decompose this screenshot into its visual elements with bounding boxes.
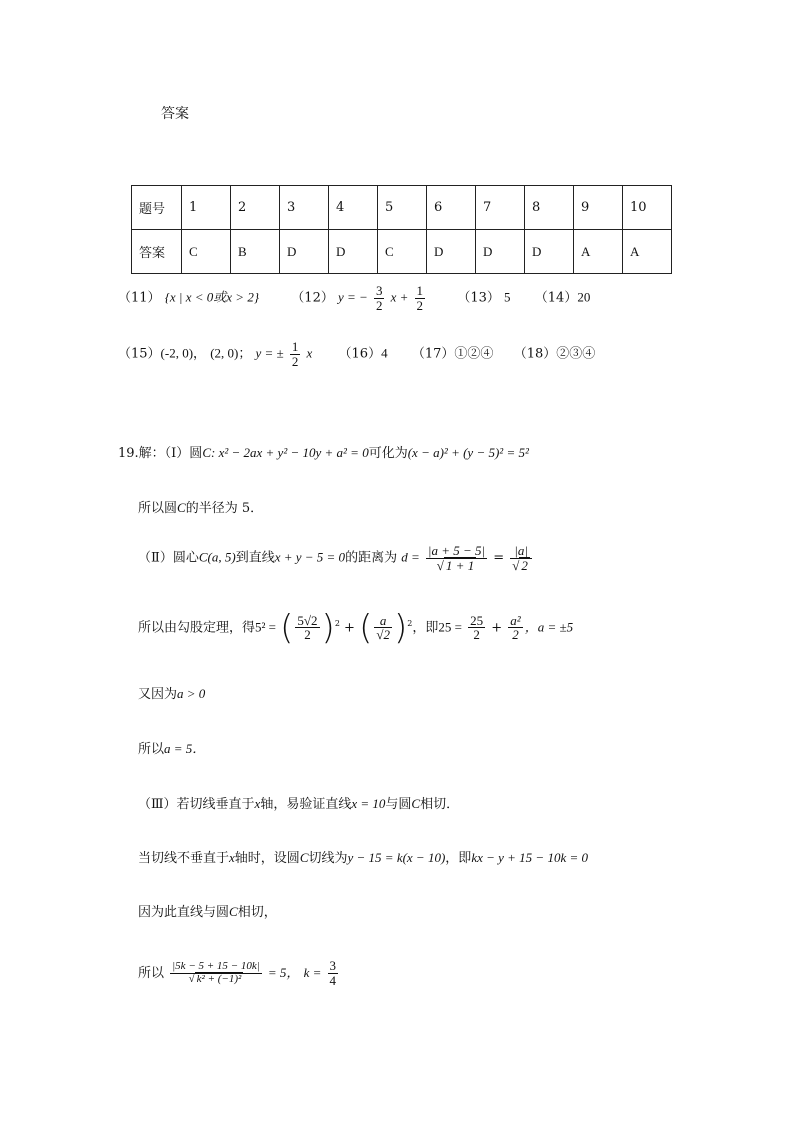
radius-line <box>138 497 263 516</box>
table-answer-label: 答案 <box>132 230 182 274</box>
table-cell: 8 <box>525 186 574 230</box>
page-title: 答案 <box>161 106 189 122</box>
pyth-plus-2: + <box>491 620 503 636</box>
table-cell: 2 <box>231 186 280 230</box>
part2-fraction-2: $\frac{|a|}{√ 2}$ <box>510 544 532 572</box>
standard-form: (x − a)² + (y − 5)² = 5² <box>407 445 529 460</box>
part2-fraction-1: $\frac{|a + 5 - 5|}{√ 1 + 1}$ <box>427 543 486 573</box>
q13-answer: 5 <box>504 289 511 305</box>
since-line <box>138 683 205 702</box>
tangent-c: C <box>229 904 238 919</box>
table-cell: D <box>329 230 378 274</box>
part3-b: 轴，易验证直线 <box>260 797 352 812</box>
notvert-equation-2: kx − y + 15 − 10k = 0 <box>471 850 588 865</box>
radius-post: 的半径为 5． <box>185 501 264 516</box>
q14-answer: 20 <box>577 289 591 305</box>
q17-label: （17） <box>411 346 455 362</box>
table-cell: B <box>231 230 280 274</box>
not-vertical-line <box>138 847 588 866</box>
tangent-b: 相切， <box>237 905 277 920</box>
part3-d: 相切． <box>420 797 460 812</box>
table-cell: C <box>378 230 427 274</box>
notvert-b: 轴时，设圆 <box>234 851 300 866</box>
pyth-plus: + <box>344 620 355 636</box>
so-a-text: 所以 <box>138 742 165 757</box>
pyth-pre: 所以由勾股定理，得 <box>138 620 256 636</box>
table-cell: 1 <box>182 186 231 230</box>
q13-label: （13） <box>457 290 500 306</box>
part2-line-eq: x + y − 5 = 0 <box>274 549 346 565</box>
radius-pre: 所以圆 <box>138 501 178 516</box>
part3-x: x <box>254 796 261 811</box>
q15-asym-post: x <box>306 345 313 361</box>
pyth-term-2: $\frac{a}{√2}$ <box>376 612 390 643</box>
fill-line-2 <box>118 340 595 368</box>
part2-pre: （Ⅱ）圆心 <box>138 550 199 566</box>
table-cell: D <box>280 230 329 274</box>
table-cell: D <box>427 230 476 274</box>
pyth-25: 25 = <box>438 619 462 635</box>
pyth-fraction-4: $\frac{\text{a²}}{2}$ <box>510 612 521 643</box>
final-equals: = 5， <box>267 965 300 980</box>
q12-fraction-2: $\frac{1}{2}$ <box>416 283 424 313</box>
pyth-lhs: 5² = <box>255 619 276 635</box>
part3-line-eq: x = 10 <box>351 796 386 811</box>
since-condition: a > 0 <box>177 686 206 701</box>
q17-answer: ①②④ <box>454 346 494 362</box>
q12-fraction-1: $\frac{3}{2}$ <box>375 283 383 313</box>
part2-equals: = <box>493 550 505 566</box>
q15-answer-a: (-2, 0)， <box>160 345 207 361</box>
part2-d: d = <box>401 549 420 565</box>
q12-label: （12） <box>291 290 334 306</box>
part2-line <box>138 544 534 572</box>
part3-circle: C <box>411 796 421 811</box>
q18-label: （18） <box>513 346 557 362</box>
q16-label: （16） <box>338 346 382 362</box>
q11-label: （11） <box>118 290 161 306</box>
table-cell: D <box>476 230 525 274</box>
notvert-equation: y − 15 = k(x − 10) <box>347 850 446 865</box>
pythagoras-line: 所以由勾股定理，得5² = ( $\frac{5√2}{2}$ )$^2$ + ( $\frac{a}{√2}$ )$^2$，即25 = $\frac{25}{2}$ + $\frac{\text{a²}}{2}$ ，a = ±5 <box>138 607 574 648</box>
table-cell: A <box>623 230 672 274</box>
solution-intro-text: 19.解：（Ⅰ）圆 <box>118 446 203 461</box>
table-cell: A <box>574 230 623 274</box>
table-header-label: 题号 <box>132 186 182 230</box>
final-k-fraction: $\frac{3}{4}$ <box>329 958 336 988</box>
part2-center: C(a, 5) <box>198 549 236 565</box>
final-pre: 所以 <box>138 966 165 981</box>
fill-line-1 <box>118 284 590 318</box>
q15-answer-b: (2, 0)； <box>210 345 252 361</box>
table-row <box>132 230 672 274</box>
notvert-x: x <box>229 850 235 865</box>
final-line <box>138 956 340 991</box>
q16-answer: 4 <box>381 345 388 361</box>
circle-equation: C: x² − 2ax + y² − 10y + a² = 0 <box>202 445 369 460</box>
notvert-e: ，即 <box>445 851 472 866</box>
pyth-result: ，a = ±5 <box>524 619 574 635</box>
table-row <box>132 186 672 230</box>
table-cell: 10 <box>623 186 672 230</box>
q15-label: （15） <box>118 346 161 362</box>
q12-pre: y = − <box>337 289 368 305</box>
table-cell: 7 <box>476 186 525 230</box>
q12-mid: x + <box>390 289 409 305</box>
q11-answer: {x | x < 0或x > 2} <box>164 289 260 305</box>
pyth-term-1: $\frac{5√2}{2}$ <box>297 612 318 643</box>
notvert-a: 当切线不垂直于 <box>138 851 230 866</box>
since-text: 又因为 <box>138 687 178 702</box>
so-a-value: a = 5． <box>164 741 206 756</box>
final-fraction: $\frac{|5k - 5 + 15 - 10k|}{\text{√ k² + (−1)²}}$ <box>172 960 260 985</box>
table-cell: C <box>182 230 231 274</box>
table-cell: 4 <box>329 186 378 230</box>
notvert-d: 切线为 <box>308 851 348 866</box>
table-cell: 9 <box>574 186 623 230</box>
table-cell: 3 <box>280 186 329 230</box>
table-cell: 6 <box>427 186 476 230</box>
table-cell: D <box>525 230 574 274</box>
part3-c: 与圆 <box>385 797 412 812</box>
q14-label: （14） <box>534 290 578 306</box>
table-cell: 5 <box>378 186 427 230</box>
part2-dist: 的距离为 <box>345 550 398 566</box>
q15-asym-pre: y = ± <box>255 345 284 361</box>
solution-intro <box>118 442 529 461</box>
pyth-fraction-3: $\frac{25}{2}$ <box>470 612 484 643</box>
part2-mid: 到直线 <box>235 550 275 566</box>
final-k: k = <box>303 965 322 980</box>
so-a-line <box>138 738 205 757</box>
tangent-a: 因为此直线与圆 <box>138 905 230 920</box>
part3-line <box>138 793 459 812</box>
pyth-mid: ，即 <box>412 620 439 636</box>
notvert-c: C <box>299 850 309 865</box>
part3-a: （Ⅲ）若切线垂直于 <box>138 797 255 812</box>
q15-fraction: $\frac{1}{2}$ <box>291 339 299 369</box>
tangent-line <box>138 901 277 920</box>
answer-table <box>131 185 672 274</box>
can-be-text: 可化为 <box>368 446 408 461</box>
radius-c: C <box>177 500 186 515</box>
q18-answer: ②③④ <box>556 346 596 362</box>
